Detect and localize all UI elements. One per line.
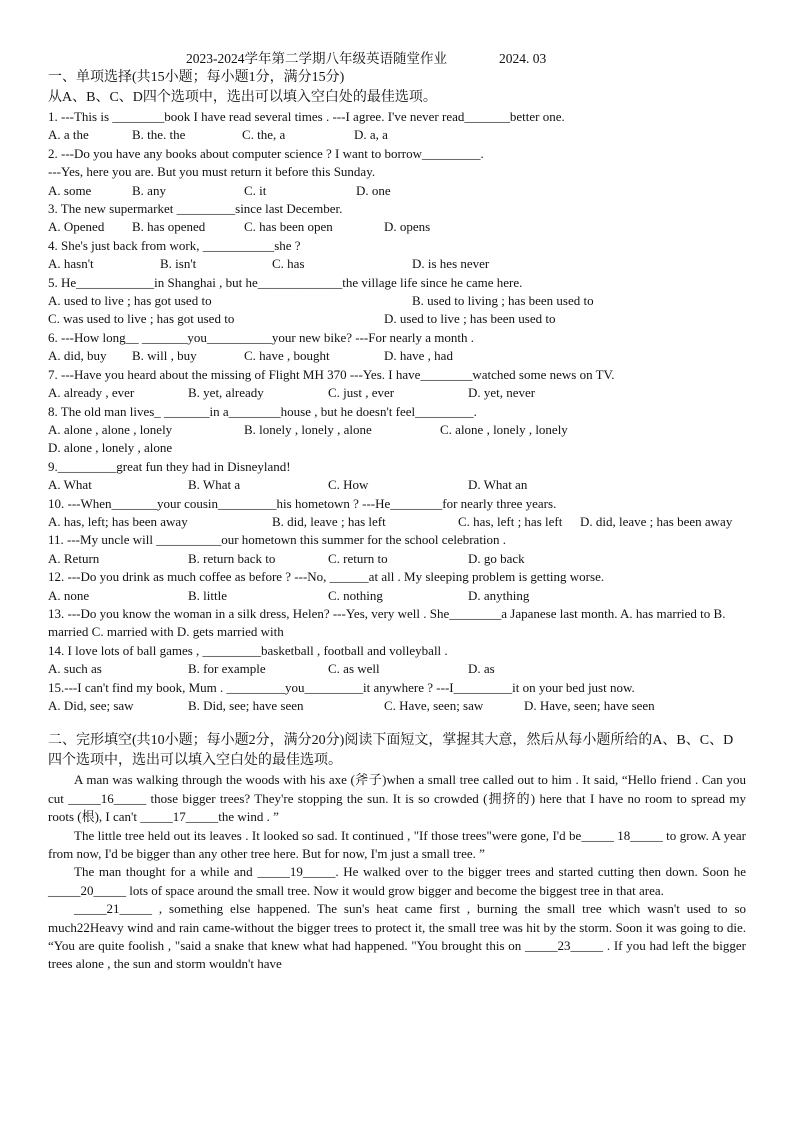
option: D. have , had: [384, 348, 453, 364]
option: C. Have, seen; saw: [384, 698, 484, 713]
options-5a: [48, 292, 746, 310]
question-4: 4. She's just back from work, ___________she ?: [48, 237, 301, 253]
option: D. did, leave ; has been away: [580, 513, 733, 529]
option: B. return back to: [188, 550, 276, 566]
option: A. a the: [48, 127, 89, 143]
option: B. did, leave ; has left: [272, 513, 386, 529]
worksheet-date: 2024. 03: [499, 51, 547, 66]
option: B. any: [132, 182, 166, 198]
options-7: [48, 384, 746, 402]
option: C. How: [328, 477, 369, 493]
option: D. go back: [468, 550, 525, 566]
option: D. used to live ; has been used to: [384, 311, 556, 327]
option: D. as: [468, 661, 495, 677]
question-12: 12. ---Do you drink as much coffee as before ? ---No, ______at all . My sleeping problem is getting worse.: [48, 569, 605, 585]
option: B. yet, already: [188, 385, 264, 401]
option: B. Did, see; have seen: [188, 698, 304, 713]
option: D. one: [356, 182, 391, 198]
options-14: [48, 660, 746, 678]
option: A. Opened: [48, 219, 105, 235]
passage-paragraph: A man was walking through the woods with his axe (斧子)when a small tree called out to him . It said, “Hello friend . Can you cut _____16_____ those bigger trees? They're stopping the sun. It is so crowded (拥挤的) here that I have no room to spread my roots (根), I can't _____17_____the wind . ”: [48, 772, 746, 825]
passage-paragraph: The man thought for a while and _____19_____. He walked over to the bigger trees and started cutting then down. Soon he _____20_____ lots of space around the small tree. Now it would grow bigger and become the biggest tree in that area.: [48, 864, 746, 898]
option: C. the, a: [242, 127, 286, 143]
option: B. isn't: [160, 256, 197, 272]
option: C. have , bought: [244, 348, 330, 364]
option: C. alone , lonely , lonely: [440, 421, 568, 437]
option: A. alone , alone , lonely: [48, 421, 173, 437]
section-divider: [48, 715, 746, 731]
option: A. Return: [48, 550, 100, 566]
question-5: 5. He____________in Shanghai , but he_____________the village life since he came here.: [48, 274, 523, 290]
question-13: 13. ---Do you know the woman in a silk dress, Helen? ---Yes, very well . She________a Japanese last month. A. has married to B. married C. married with D. gets married with: [48, 605, 726, 640]
option: A. Did, see; saw: [48, 698, 134, 713]
section1-instruction: 从A、B、C、D四个选项中，选出可以填入空白处的最佳选项。: [48, 90, 437, 105]
option: B. little: [188, 587, 227, 603]
option: A. such as: [48, 661, 102, 677]
option: C. was used to live ; has got used to: [48, 311, 235, 327]
option: D. What an: [468, 477, 528, 493]
question-8: 8. The old man lives_ _______in a________house , but he doesn't feel_________.: [48, 403, 477, 419]
option: B. will , buy: [132, 348, 197, 364]
question-2: 2. ---Do you have any books about computer science ? I want to borrow_________.: [48, 145, 484, 161]
option: D. a, a: [354, 127, 388, 143]
options-4: [48, 255, 746, 273]
options-3: [48, 218, 746, 236]
option: B. used to living ; has been used to: [412, 293, 594, 309]
option: C. just , ever: [328, 385, 395, 401]
option: D. yet, never: [468, 385, 536, 401]
option: D. is hes never: [412, 256, 490, 272]
option: D. Have, seen; have seen: [524, 698, 655, 713]
options-2: [48, 182, 746, 200]
question-11: 11. ---My uncle will __________our hometown this summer for the school celebration .: [48, 532, 507, 548]
question-1: 1. ---This is ________book I have read several times . ---I agree. I've never read_______better one.: [48, 109, 565, 124]
option: B. the. the: [132, 127, 186, 143]
options-12: [48, 587, 746, 605]
question-6: 6. ---How long__ _______you__________your new bike? ---For nearly a month .: [48, 329, 475, 345]
option: A. used to live ; has got used to: [48, 293, 212, 309]
worksheet-title: 2023-2024学年第二学期八年级英语随堂作业: [186, 51, 447, 66]
options-10: [48, 513, 746, 531]
option: C. nothing: [328, 587, 383, 603]
option: B. for example: [188, 661, 266, 677]
option: D. opens: [384, 219, 431, 235]
option: A. some: [48, 182, 92, 198]
options-5b: [48, 310, 746, 328]
question-10: 10. ---When_______your cousin_________his hometown ? ---He________for nearly three years.: [48, 495, 557, 511]
question-9: 9._________great fun they had in Disneyland!: [48, 458, 291, 474]
option: C. has, left ; has left: [458, 513, 563, 529]
options-15: [48, 697, 746, 715]
options-8: [48, 421, 746, 458]
section1-heading: 一、单项选择(共15小题；每小题1分，满分15分): [48, 70, 345, 85]
option: B. What a: [188, 477, 241, 493]
option: A. hasn't: [48, 256, 94, 272]
passage-paragraph: The little tree held out its leaves . It looked so sad. It continued , "If those trees"were gone, I'd be_____ 18_____ to grow. A year from now, I'd be bigger than any other tree here. But for now, I'm just a small tree. ”: [48, 827, 746, 862]
question-7: 7. ---Have you heard about the missing of Flight MH 370 ---Yes. I have________watched some news on TV.: [48, 366, 615, 382]
worksheet-header: [48, 50, 746, 68]
option: C. it: [244, 182, 267, 198]
option: D. anything: [468, 587, 530, 603]
question-2-reply: ---Yes, here you are. But you must return it before this Sunday.: [48, 164, 376, 180]
option: C. has been open: [244, 219, 333, 235]
option: B. lonely , lonely , alone: [244, 421, 372, 437]
option: A. already , ever: [48, 385, 135, 401]
question-14: 14. I love lots of ball games , _________basketball , football and volleyball .: [48, 642, 448, 658]
option: C. has: [272, 256, 305, 272]
option: B. has opened: [132, 219, 206, 235]
option: A. has, left; has been away: [48, 513, 188, 529]
passage-paragraph: _____21_____ , something else happened. The sun's heat came first , burning the small tree which wasn't used to so much22Heavy wind and rain came-without the bigger trees to protect it, the small tree was hit by the storm. Soon it was going to die. “You are quite foolish , "said a snake that knew what had happened. "You brought this on _____23_____ . If you had left the bigger trees alone , the sun and storm wouldn't have: [48, 901, 746, 972]
options-1: [48, 126, 746, 144]
worksheet-page: [48, 50, 746, 974]
options-6: [48, 347, 746, 365]
option: C. return to: [328, 550, 388, 566]
option: D. alone , lonely , alone: [48, 440, 173, 456]
option: A. none: [48, 587, 90, 603]
question-3: 3. The new supermarket _________since last December.: [48, 201, 343, 217]
options-11: [48, 550, 746, 568]
option: A. did, buy: [48, 348, 107, 364]
option: A. What: [48, 477, 92, 493]
options-9: [48, 476, 746, 494]
option: C. as well: [328, 661, 380, 677]
section2-heading: 二、完形填空(共10小题；每小题2分，满分20分)阅读下面短文，掌握其大意，然后从每小题所给的A、B、C、D四个选项中，选出可以填入空白处的最佳选项。: [48, 733, 734, 769]
question-15: 15.---I can't find my book, Mum . _________you_________it anywhere ? ---I_________it on your bed just now.: [48, 679, 635, 695]
